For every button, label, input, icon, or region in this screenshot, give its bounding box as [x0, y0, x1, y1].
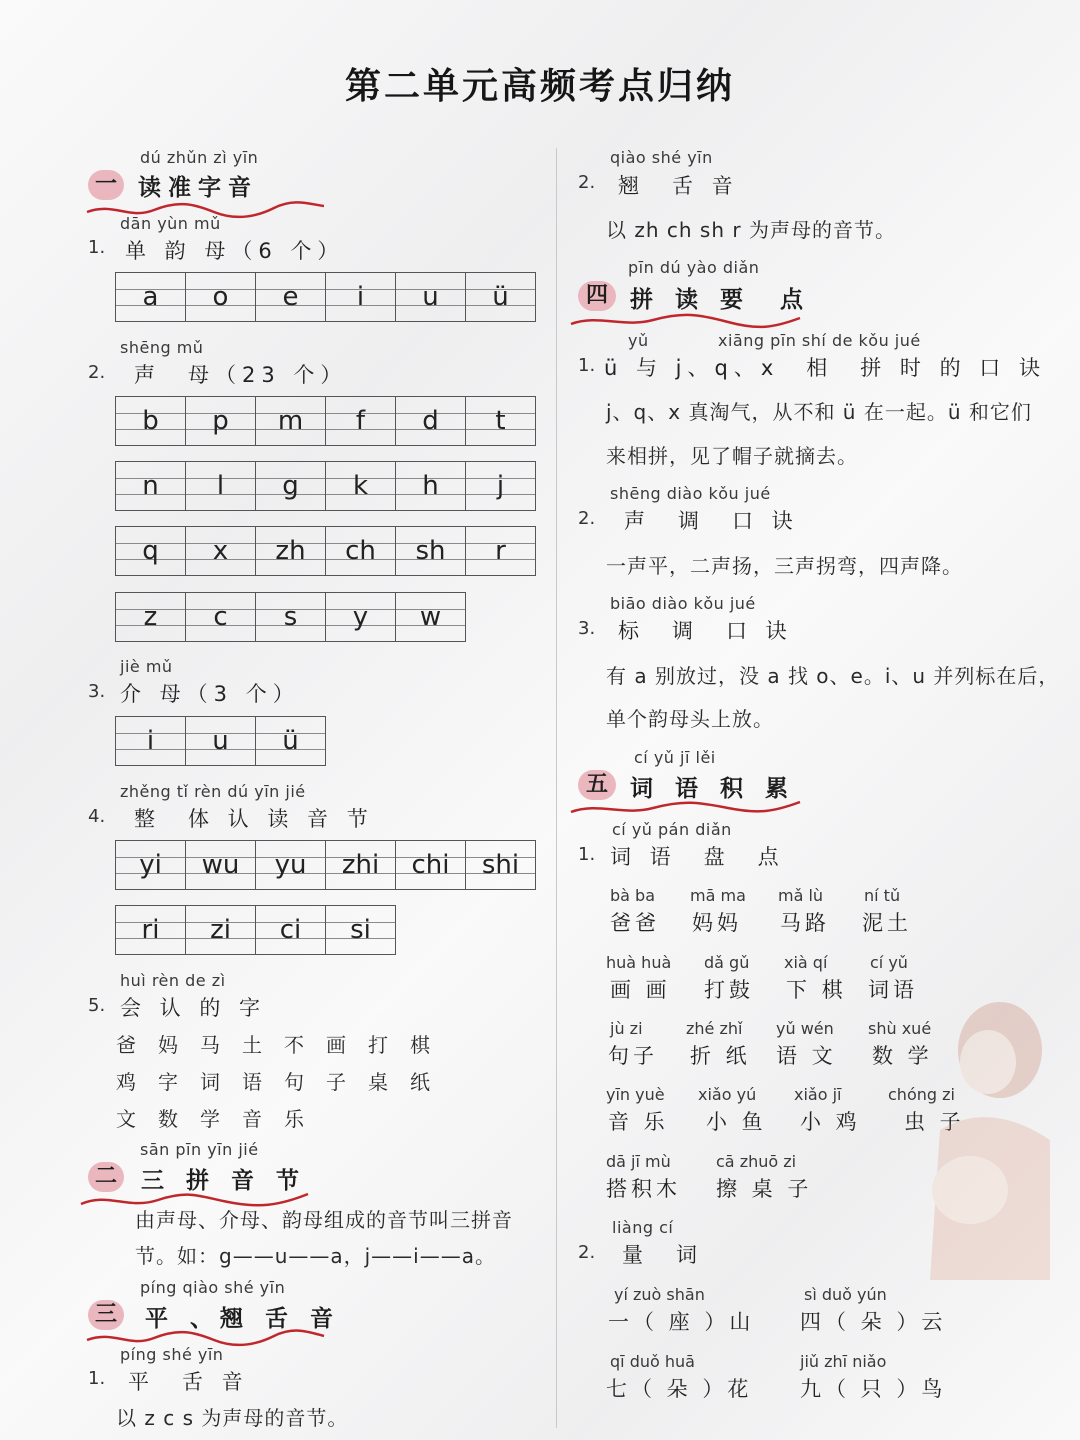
- section-2-badge: 二: [88, 1162, 124, 1192]
- section-2-line-1: 由声母、介母、韵母组成的音节叫三拼音: [135, 1208, 513, 1232]
- item-4-1-pinyin-a: yǔ: [628, 331, 649, 350]
- word-pinyin: shù xué: [868, 1019, 932, 1038]
- grid-cell: x: [185, 526, 255, 576]
- grid-cell: b: [115, 396, 185, 446]
- word-pinyin: zhé zhǐ: [686, 1019, 743, 1038]
- grid-cell: zhi: [325, 840, 395, 890]
- word-hanzi: 虫 子: [904, 1110, 965, 1134]
- word-pinyin: qī duǒ huā: [610, 1352, 695, 1371]
- item-5-2-pinyin: liàng cí: [612, 1218, 674, 1237]
- word-pinyin: jù zi: [610, 1019, 643, 1038]
- item-5-1-pinyin: cí yǔ pán diǎn: [612, 820, 732, 839]
- item-1-3-pinyin: jiè mǔ: [120, 657, 173, 676]
- grid-cell: t: [465, 396, 536, 446]
- grid-cell: chi: [395, 840, 465, 890]
- word-hanzi: 音 乐: [608, 1110, 669, 1134]
- section-1-pinyin: dú zhǔn zì yīn: [140, 148, 259, 167]
- item-1-1-pinyin: dān yùn mǔ: [120, 214, 221, 233]
- word-pinyin: cā zhuō zi: [716, 1152, 797, 1171]
- decorative-figure-image: [910, 990, 1060, 1290]
- grid-cell: n: [115, 461, 185, 511]
- item-5-2-num: 2.: [578, 1242, 596, 1263]
- grid-cell: y: [325, 592, 395, 642]
- item-3-1-num: 1.: [88, 1368, 106, 1389]
- item-3-1-title: 平 舌 音: [128, 1370, 249, 1394]
- whole-syllable-grid-row-2: [115, 905, 396, 955]
- word-hanzi: 数 学: [872, 1044, 933, 1068]
- item-1-4-pinyin: zhěng tǐ rèn dú yīn jié: [120, 782, 306, 801]
- section-5-badge: 五: [578, 770, 616, 800]
- item-5-1-num: 1.: [578, 844, 596, 865]
- section-4-pinyin: pīn dú yào diǎn: [628, 258, 760, 277]
- word-pinyin: xiǎo yú: [698, 1085, 757, 1104]
- item-1-5-num: 5.: [88, 995, 106, 1016]
- grid-cell: r: [465, 526, 536, 576]
- item-4-3-title: 标 调 口 诀: [618, 619, 793, 643]
- word-hanzi: 画 画: [610, 978, 671, 1002]
- section-3-pinyin: píng qiào shé yīn: [140, 1278, 286, 1297]
- section-4-badge: 四: [578, 281, 616, 311]
- word-pinyin: jiǔ zhī niǎo: [800, 1352, 887, 1371]
- grid-cell: i: [115, 716, 185, 766]
- grid-cell: sh: [395, 526, 465, 576]
- word-hanzi: 搭积木: [606, 1177, 681, 1201]
- grid-cell: m: [255, 396, 325, 446]
- item-3-2-pinyin: qiào shé yīn: [610, 148, 713, 167]
- item-3-2-title: 翘 舌 音: [618, 174, 739, 198]
- item-5-1-title: 词 语 盘 点: [610, 845, 785, 869]
- section-4-title: 拼 读 要 点: [630, 287, 811, 313]
- page-title: 第二单元高频考点归纳: [344, 66, 735, 107]
- grid-cell: ci: [255, 905, 325, 955]
- grid-cell: p: [185, 396, 255, 446]
- grid-cell: ü: [255, 716, 326, 766]
- grid-cell: j: [465, 461, 536, 511]
- word-hanzi: 折 纸: [690, 1044, 751, 1068]
- item-1-3-num: 3.: [88, 681, 106, 702]
- grid-cell: ch: [325, 526, 395, 576]
- word-pinyin: cí yǔ: [870, 953, 908, 972]
- item-1-2-pinyin: shēng mǔ: [120, 338, 204, 357]
- char-line-1: 爸 妈 马 土 不 画 打 棋: [116, 1033, 431, 1057]
- grid-cell: k: [325, 461, 395, 511]
- medials-grid: [115, 716, 326, 766]
- word-hanzi: 泥土: [862, 911, 912, 935]
- item-4-2-line-1: 一声平，二声扬，三声拐弯，四声降。: [606, 554, 963, 578]
- initials-grid-row-3: [115, 526, 536, 576]
- grid-cell: yi: [115, 840, 185, 890]
- word-hanzi: 语 文: [776, 1044, 837, 1068]
- item-1-4-num: 4.: [88, 806, 106, 827]
- item-4-3-line-2: 单个韵母头上放。: [606, 707, 774, 731]
- grid-cell: o: [185, 272, 255, 322]
- section-3-title: 平 、翘 舌 音: [145, 1306, 341, 1332]
- item-3-1-desc: 以 z c s 为声母的音节。: [116, 1406, 349, 1430]
- grid-cell: s: [255, 592, 325, 642]
- word-pinyin: ní tǔ: [864, 886, 901, 905]
- word-hanzi: 句子: [608, 1044, 658, 1068]
- item-1-5-title: 会 认 的 字: [120, 996, 267, 1020]
- grid-cell: ri: [115, 905, 185, 955]
- grid-cell: q: [115, 526, 185, 576]
- grid-cell: w: [395, 592, 466, 642]
- item-4-2-pinyin: shēng diào kǒu jué: [610, 484, 771, 503]
- word-hanzi: 七（ 朵 ）花: [606, 1377, 753, 1401]
- word-pinyin: yīn yuè: [606, 1085, 665, 1104]
- grid-cell: si: [325, 905, 396, 955]
- word-hanzi: 打鼓: [704, 978, 754, 1002]
- item-4-1-pinyin-b: xiāng pīn shí de kǒu jué: [718, 331, 921, 350]
- grid-cell: f: [325, 396, 395, 446]
- item-4-1-title: ü 与 j、q、x 相 拼 时 的 口 诀: [604, 356, 1046, 380]
- word-hanzi: 四（ 朵 ）云: [800, 1310, 947, 1334]
- grid-cell: h: [395, 461, 465, 511]
- section-1-title: 读准字音: [138, 175, 258, 201]
- word-pinyin: dǎ gǔ: [704, 953, 750, 972]
- item-3-1-pinyin: píng shé yīn: [120, 1345, 224, 1364]
- grid-cell: c: [185, 592, 255, 642]
- section-2-pinyin: sān pīn yīn jié: [140, 1140, 259, 1159]
- grid-cell: zi: [185, 905, 255, 955]
- word-pinyin: bà ba: [610, 886, 656, 905]
- word-hanzi: 下 棋: [786, 978, 847, 1002]
- word-pinyin: xiǎo jī: [794, 1085, 842, 1104]
- item-1-1-title: 单 韵 母（6 个）: [125, 239, 345, 263]
- item-4-1-line-1: j、q、x 真淘气，从不和 ü 在一起。ü 和它们: [606, 400, 1032, 424]
- word-pinyin: huà huà: [606, 953, 672, 972]
- grid-cell: ü: [465, 272, 536, 322]
- word-pinyin: dā jī mù: [606, 1152, 671, 1171]
- char-line-2: 鸡 字 词 语 句 子 桌 纸: [116, 1070, 431, 1094]
- section-2-title: 三 拼 音 节: [141, 1168, 307, 1194]
- word-pinyin: mǎ lù: [778, 886, 824, 905]
- section-3-badge: 三: [88, 1300, 124, 1330]
- word-pinyin: mā ma: [690, 886, 746, 905]
- word-hanzi: 擦 桌 子: [716, 1177, 813, 1201]
- word-pinyin: yí zuò shān: [614, 1285, 705, 1304]
- grid-cell: u: [185, 716, 255, 766]
- grid-cell: g: [255, 461, 325, 511]
- item-4-2-num: 2.: [578, 508, 596, 529]
- word-pinyin: chóng zi: [888, 1085, 955, 1104]
- initials-grid-row-2: [115, 461, 536, 511]
- word-hanzi: 九（ 只 ）鸟: [800, 1377, 947, 1401]
- section-5-pinyin: cí yǔ jī lěi: [634, 748, 716, 767]
- word-pinyin: sì duǒ yún: [804, 1285, 887, 1304]
- grid-cell: d: [395, 396, 465, 446]
- item-1-2-title: 声 母（23 个）: [134, 363, 348, 387]
- grid-cell: shi: [465, 840, 536, 890]
- section-5-title: 词 语 积 累: [630, 776, 796, 802]
- grid-cell: wu: [185, 840, 255, 890]
- item-4-3-line-1: 有 a 别放过，没 a 找 o、e。i、u 并列标在后，: [606, 664, 1060, 688]
- word-pinyin: xià qí: [784, 953, 828, 972]
- item-1-4-title: 整 体 认 读 音 节: [134, 807, 374, 831]
- item-4-3-pinyin: biāo diào kǒu jué: [610, 594, 756, 613]
- grid-cell: yu: [255, 840, 325, 890]
- item-1-5-pinyin: huì rèn de zì: [120, 971, 226, 990]
- word-pinyin: yǔ wén: [776, 1019, 834, 1038]
- char-line-3: 文 数 学 音 乐: [116, 1107, 305, 1131]
- word-hanzi: 妈妈: [692, 911, 742, 935]
- grid-cell: i: [325, 272, 395, 322]
- whole-syllable-grid-row-1: [115, 840, 536, 890]
- initials-grid-row-1: [115, 396, 536, 446]
- item-4-2-title: 声 调 口 诀: [624, 509, 799, 533]
- grid-cell: zh: [255, 526, 325, 576]
- item-3-2-num: 2.: [578, 172, 596, 193]
- item-5-2-title: 量 词: [622, 1243, 703, 1267]
- grid-cell: a: [115, 272, 185, 322]
- item-4-1-line-2: 来相拼，见了帽子就摘去。: [606, 444, 858, 468]
- word-hanzi: 小 鸡: [800, 1110, 861, 1134]
- grid-cell: z: [115, 592, 185, 642]
- word-hanzi: 小 鱼: [706, 1110, 767, 1134]
- item-4-3-num: 3.: [578, 618, 596, 639]
- column-divider: [556, 148, 557, 1428]
- vowel-grid: [115, 272, 536, 322]
- grid-cell: e: [255, 272, 325, 322]
- section-1-badge: 一: [88, 170, 124, 200]
- item-1-2-num: 2.: [88, 362, 106, 383]
- grid-cell: u: [395, 272, 465, 322]
- grid-cell: l: [185, 461, 255, 511]
- word-hanzi: 一（ 座 ）山: [608, 1310, 755, 1334]
- initials-grid-row-4: [115, 592, 466, 642]
- item-4-1-num: 1.: [578, 355, 596, 376]
- item-1-1-num: 1.: [88, 237, 106, 258]
- item-1-3-title: 介 母（3 个）: [120, 682, 300, 706]
- word-hanzi: 爸爸: [610, 911, 660, 935]
- word-hanzi: 马路: [780, 911, 830, 935]
- section-2-line-2: 节。如：g——u——a，j——i——a。: [135, 1244, 496, 1268]
- word-hanzi: 词语: [868, 978, 918, 1002]
- item-3-2-desc: 以 zh ch sh r 为声母的音节。: [606, 218, 896, 242]
